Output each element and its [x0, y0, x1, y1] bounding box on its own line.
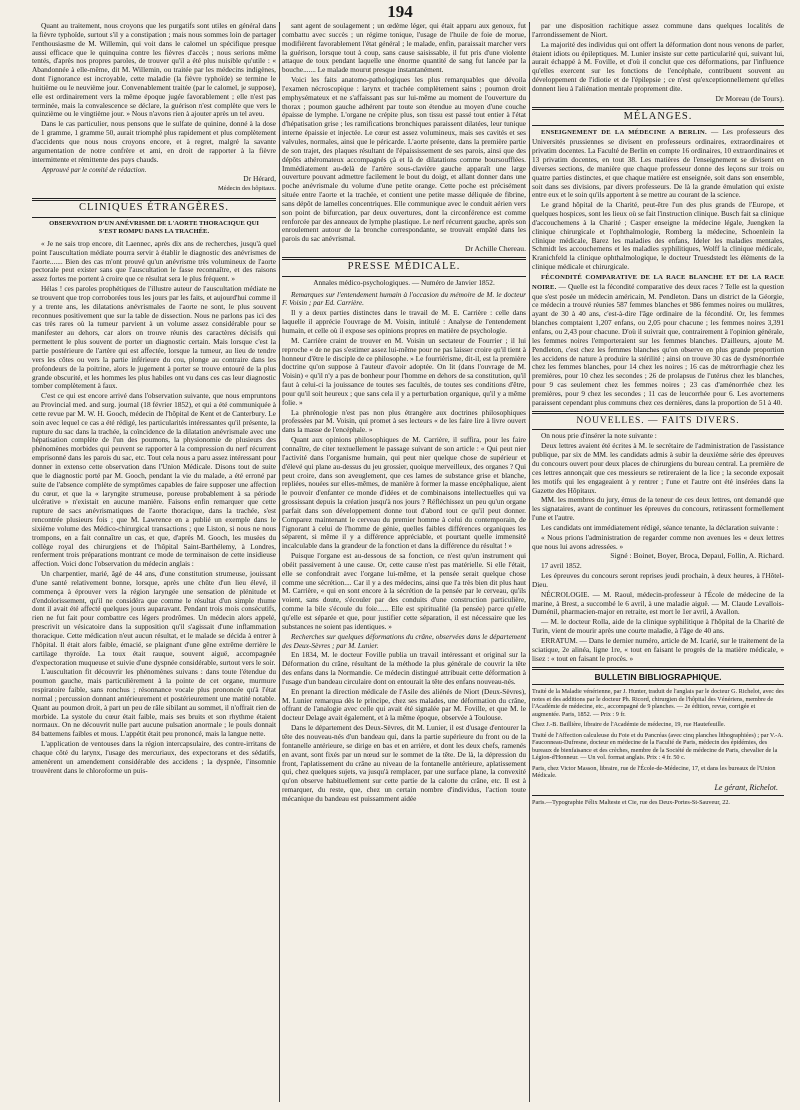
paragraph: Dans le département des Deux-Sèvres, dit M. Lunier, il est d'usage d'entourer la tête des nouveau-nés d'un bandeau qui, dans la partie supérieure du front ou de la fontanelle antérieure, se dirige en bas et en arrière, et dont les deux chefs, ramenés en avant, sont fixés par un nœud sur le sommet de la tête. De là, la dépression du front, l'aplatissement du crâne au niveau de la fontanelle antérieure, aplatissement qui, chez quelques sujets, va jusqu'à remplacer, par une surface plane, la convexité qu'on observe habituellement sur cette partie de la calotte du crâne, etc. Il est à remarquer, du reste, que, chez un certain nombre d'individus, l'action toute mécanique du bandeau est puissamment aidée: [282, 723, 526, 803]
paragraph: En prenant la direction médicale de l'Asile des aliénés de Niort (Deux-Sèvres), M. Lunier remarqua dès le principe, chez ses malades, une déformation du crâne, offrant de l'analogie avec celle qui avait été signalée par M. Foville, et que M. le docteur Delage avait également, et à la même époque, observée à Toulouse.: [282, 686, 526, 723]
item-lead: FÉCONDITÉ COMPARATIVE DE LA RACE BLANCHE ET DE LA RACE NOIRE.: [532, 273, 784, 291]
biblio-entry: Traité de l'Affection calculeuse du Foie et du Pancréas (avec cinq planches lithographiées) ; par V.-A. Fauconneau-Dufresne, docteur en médecine de la Faculté de Paris, médecin des épidémies, des bureaux de bienfaisance et des crèches, membre de la Société de médecine de Paris, chevalier de la Légion-d'Honneur. — Un vol. format anglais. Prix : 4 fr. 50 c.: [532, 731, 784, 762]
section-divider: [532, 411, 784, 414]
date-line: 17 avril 1852.: [541, 561, 582, 571]
section-title: NOUVELLES. — FAITS DIVERS.: [576, 415, 740, 426]
biblio-entry: Traité de la Maladie vénérienne, par J. Hunter, traduit de l'anglais par le docteur G. Richelot, avec des notes et des additions par le docteur Ph. Ricord, chirurgien de l'hôpital des Vénériens, membre de l'Académie de médecine, etc., accompagné de 9 planches. — 2e édition, revue, corrigée et augmentée. Paris, 1852. — Prix : 9 fr.: [532, 688, 784, 718]
divider: [532, 795, 784, 796]
paragraph: La phrénologie n'est pas non plus étrangère aux doctrines philosophiques professées par M. Voisin, qui promet à ses lecteurs « de les faire lire à livre ouvert dans la masse de l'encéphale. »: [282, 407, 526, 435]
section-title: CLINIQUES ÉTRANGÈRES.: [79, 202, 229, 214]
paragraph: L'auscultation fit découvrir les phénomènes suivans : dans toute l'étendue du poumon gauche, mais particulièrement à la pointe de cet organe, murmure respiratoire faible, sans ronchus ; résonnance vocale plus prononcée qu'à l'état normal ; percussion donnant antérieurement et postérieurement une matité notable. Quant au poumon droit, à part un peu de râle sibilant au sommet, il n'offrait rien de morbide. La systole du cœur était faible, mais ses bruits et son rhythme étaient normaux. On ne découvrit nulle part aucune pulsation anormale ; le pouls donnait 84 battemens faibles et mous. L'appétit était peu prononcé, mais la langue nette.: [32, 667, 276, 739]
paragraph: — M. le docteur Rolla, aide de la clinique syphilitique à l'hôpital de la Charité de Turin, vient de mourir après une courte maladie, à l'âge de 40 ans.: [532, 617, 784, 636]
signature-title: Médecin des hôpitaux.: [217, 185, 276, 193]
journal-line: Annales médico-psychologiques. — Numéro de Janvier 1852.: [313, 277, 495, 287]
column-2: [282, 22, 526, 1102]
section-title: PRESSE MÉDICALE.: [347, 260, 461, 272]
column-rule: [529, 22, 530, 1102]
paragraph: M. Carrière craint de trouver en M. Voisin un sectateur de Fourrier ; il lui reproche « de ne pas s'estimer assez lui-même pour ne pas laisser croire qu'il tient à honneur d'être le disciple de ce philosophe. » Le fourrièrisme, dit-il, est la première doctrine qu'on suppose à l'auteur d'avoir adoptée. On lit (dans l'ouvrage de M. Voisin) « qu'il n'y a pas de bonheur pour l'homme en dehors de sa constitution, qu'il faut à celui-ci la jouissance de toutes ses facultés, de toutes ses conditions d'être, pour qu'il soit heureux ; que sans cela il y a perturbation organique, qu'il y a même folie. »: [282, 335, 526, 407]
biblio-entry: Chez J.-B. Baillière, libraire de l'Académie de médecine, 19, rue Hautefeuille.: [532, 721, 726, 729]
paragraph: Deux lettres avaient été écrites à M. le secrétaire de l'administration de l'assistance publique, par six de MM. les candidats admis à subir la deuxième série des épreuves du concours ouvert pour deux places de chirurgiens du bureau central. La première de ces lettres annonçait que ces messieurs se retireraient de la lice ; la seconde exposait les motifs qui les engageaient à y rentrer ; l'une et l'autre ont été insérées dans la Gazette des Hôpitaux.: [532, 441, 784, 495]
section-title: MÉLANGES.: [623, 110, 693, 122]
paragraph: Quant aux opinions philosophiques de M. Carrière, il suffira, pour les faire connaître, de citer textuellement le passage suivant de son article : « Qui peut nier l'activité dans l'organisme humain, qui peut nier quelque chose de supérieur et d'élevé qui plane au-dessus du jeu grossier, quoique merveilleux, des organes ? Qui peut croire, dans son aveuglement, que ces lames de substance grise et blanche, repliées, nouées sur elles-mêmes, de manière à former la masse encéphalique, aient le pouvoir d'enfanter ce monde d'idées et de combinaisons intellectuelles qui va grossissant depuis la création jusqu'à nos jours ? Réfléchissez un peu qu'un organe parfait dans son développement donne tout d'abord tout ce qu'il peut donner. Comparez maintenant le cerveau du premier homme à celui du contemporain, de l'ignorant à celui de l'homme de génie, quelles faibles différences organiques les séparent, si même il y a différence appréciable, et pourtant quelle immensité incalculable dans la grandeur de la fonction et dans la différence du résultat ! »: [282, 435, 526, 551]
approval-note: Approuvé par le comité de rédaction.: [42, 165, 147, 174]
signature: Dr Hérard,: [243, 174, 276, 184]
paragraph: En 1834, M. le docteur Foville publia un travail intéressant et original sur la Déformation du crâne, résultant de la méthode la plus générale de couvrir la tête des enfans dans la Normandie. Ce médecin distingué attribuait cette déformation à l'usage d'un bandeau circulaire dont on entourait la tête des enfans nouveau-nés.: [282, 650, 526, 686]
paragraph: On nous prie d'insérer la note suivante :: [541, 431, 657, 441]
section-divider: [282, 257, 526, 260]
signature: Dr Moreau (de Tours).: [715, 93, 784, 103]
paragraph: C'est ce qui est encore arrivé dans l'observation suivante, que nous empruntons au Provincial med. and surg. journal (18 février 1852), et qui a été communiquée à cette revue par M. W. H. Gooch, médecin de l'hôpital de Kent et de Canterbury. Le soin avec lequel ce cas a été rédigé, les particularités intéressantes qu'il présente, la rupture du sac dans la trachée, la coïncidence de la dilatation anévrismale avec une hépatisation complète de l'un des poumons, la physionomie de plusieurs des phénomènes morbides qui peuvent se rapporter à la compression du nerf récurrent emprisonné dans les parois du sac, etc. Tout cela nous a paru assez intéressant pour donner in extenso cette observation dans l'Union Médicale. Disons tout de suite que le diagnostic porté par M. Gooch, pendant la vie du malade, a été erroné par suite de l'absence complète de symptômes capables de faire supposer une affection du cœur, et que la « laryngite strumeuse, poreuse probablement à sa période ulcérative » n'existait en aucune manière. Faisons enfin remarquer que cette rupture de sacs anévrismatiques de l'aorte thoracique, dans la trachée, s'est rencontrée plusieurs fois ; que M. Lawrence en a publié un exemple dans le sixième volume des Médico-chirurgical transactions ; que Liston, si nous ne nous trompons, en a fait connaître un cas, et que, d'après M. Gooch, les musées du collège royal des chirurgiens et de l'hôpital Saint-Barthélemy, à Londres, renferment trois préparations montrant ce mode de terminaison de cette insidieuse affection. Voici donc l'observation du médecin anglais :: [32, 391, 276, 569]
paragraph: Voici les faits anatomo-pathologiques les plus remarquables que dévoila l'examen nécroscopique : larynx et trachée complètement sains ; poumon droit emphysémateux et ne s'affaissant pas sur lui-même au moment de l'ouverture du thorax ; poumon gauche adhérent par toute son étendue au moyen d'une couche épaisse de lymphe. L'organe ne crépite plus, son tissu est passé tout entier à l'état d'hépatisation grise ; les ramifications bronchiques paraissent dilatées, leur tunique interne épaissie et injectée. Le cœur est assez volumineux, mais ses cavités et ses valvules, normales, ainsi que le péricarde. L'aorte présente, dans la première partie de son trajet, des plaques résultant de l'épaississement de ses parois, ainsi que des dépôts athéromateux accompagnés çà et là de dilatations comme boursoufflées. Immédiatement au-delà de l'artère sous-clavière gauche apparaît une large ouverture pouvant admettre facilement le bout du doigt, et allant donner dans une poche anévrismale du volume d'une petite orange. Cette poche est précisément située entre l'aorte et la trachée, et contient une petite masse déliquée de fibrine, sans dépôt de lamelles concentriques. Elle communique avec le conduit aérien vers son point de bifurcation, par deux ouvertures, dont la circonférence est comme renforcée par des anneaux de lymphe plastique. Le nerf récurrent gauche, après son enroulement autour de la bronche correspondante, se trouvait empâté dans les parois du sac anévrismal.: [282, 75, 526, 244]
mel-item: [532, 273, 784, 408]
paragraph: Les épreuves du concours seront reprises jeudi prochain, à deux heures, à l'Hôtel-Dieu.: [532, 571, 784, 589]
paragraph: « Nous prions l'administration de regarder comme non avenues les « deux lettres que nous lui avons adressées. »: [532, 532, 784, 551]
page-number: 194: [387, 2, 413, 21]
section-divider: [32, 198, 276, 201]
paragraph: La majorité des individus qui ont offert la déformation dont nous venons de parler, étaient idiots ou épileptiques. M. Lunier insiste sur cette particularité qui, suivant lui, aurait échappé à M. Foville, et d'où il conclut que ces déformations, par l'influence qu'elles exercent sur les fonctions de l'encéphale, contribuent souvent au développement de l'idiotie et de l'épilepsie ; ce n'est qu'exceptionnellement qu'elles donnent lieu à l'aliénation mentale proprement dite.: [532, 39, 784, 93]
paragraph: MM. les membres du jury, émus de la teneur de ces deux lettres, ont demandé que les signataires, avant de continuer les épreuves du concours, retirassent formellement l'une et l'autre.: [532, 495, 784, 523]
item-text: Le grand hôpital de la Charité, peut-être l'un des plus grands de l'Europe, et quelques hospices, sont les lieux où se fait l'instruction clinique. Busch fait sa clinique d'accouchemens à la Charité ; Casper enseigne la médecine légale, Juengken la clinique chirurgicale et l'ophthalmologie, Romberg la médecine, Schoenlein la clinique médicale, Barez les maladies des enfans, Ideler les maladies mentales, Schmidt les accouchemens et les maladies syphilitiques, Wolff la clinique médicale, Kranichfeld la clinique ophthalmologique, le docteur Truesdstedt les éléments de la clinique médicale et chirurgicale.: [532, 200, 784, 272]
item-text: — Quelle est la fécondité comparative des deux races ? Telle est la question que s'est posée un médecin américain, M. Pendleton. Dans un district de la Géorgie, ce médecin a trouvé réunies 587 femmes blanches et 986 femmes noires ou mulâtres, ayant de 30 à 40 ans, c'est-à-dire l'âge ordinaire de la fécondité. Or, les femmes blanches comptaient 1,207 enfans, ou 2,05 pour chacune ; les femmes noires 3,391 enfans, ou 2,43 pour chacune. D'où il suivrait que, contrairement à l'opinion générale, les femmes noires l'emporteraient sur les femmes blanches. D'ailleurs, ajoute M. Pendleton, c'est chez les femmes blanches qu'on observe en plus grande proportion les accidens de nature à produire la stérilité ; ainsi on trouve 30 cas de dysménorrhée chez les femmes blanches, pour 14 chez les noires ; 16 cas de métrorrhagie chez les premières, pour 10 chez les secondes ; 26 de prolapsus de l'utérus chez les blanches, pour 9 cas seulement chez les femmes noires ; 23 cas d'aménorrhée chez les premières, pour 9 chez les secondes ; 11 cas de leucorrhée pour 6. Les avortemens paraissent cependant plus communs chez ces dernières, dans la proportion de 51 à 40.: [532, 281, 784, 407]
item-text: — Les professeurs des Universités prussiennes se divisent en professeurs ordinaires, extraordinaires et privatim docentes. La Faculté de Berlin en compte 16 ordinaires, 10 extraordinaires et 13 privatim docentes, en tout 38. Les matières de l'enseignement se divisent en diverses sections, de manière que chaque professeur donne des leçons sur trois ou quatre parties distinctes, et que chaque matière est enseignée, soit dans son ensemble, soit dans ses divisions, par divers professeurs. De là la grande émulation qui existe entre eux et le soin qu'ils apportent à se mettre au courant de la science.: [532, 127, 784, 200]
paragraph: Les candidats ont immédiatement rédigé, séance tenante, la déclaration suivante :: [541, 522, 779, 532]
signature: Signé : Boinet, Boyer, Broca, Depaul, Follin, A. Richard.: [610, 551, 784, 561]
signature: Dr Achille Chereau.: [465, 244, 526, 254]
divider: [532, 684, 784, 685]
divider: [282, 276, 526, 277]
mel-item: [532, 128, 784, 200]
divider: [532, 125, 784, 126]
paragraph: Hélas ! ces paroles prophétiques de l'illustre auteur de l'auscultation médiate ne se trouvent que trop corroborées tous les jours par les faits, et aujourd'hui comme il y a trente ans, les dilatations anévrismales de l'aorte ne sont, le plus souvent reconnues positivement que sur la table de dissection. Nous ne parlons pas ici des cas très rares où la tumeur parvient à un volume assez considérable pour se manifester au dehors, car alors on trouve réunis des caractères décisifs qui permettent le plus souvent de porter un diagnostic certain. Mais lorsque c'est la partie postérieure de l'artère qui est affectée, lorsque la tumeur, au lieu de tendre vers les côtes ou vers la partie inférieure du cou, plonge au contraire dans les profondeurs de la poitrine, alors le jugement à porter se trouve entouré de la plus grande obscurité, et les hommes les plus habiles ont vu dans ces cas leur diagnostic tomber complètement à faux.: [32, 284, 276, 391]
divider: [32, 217, 276, 218]
item-lead: ENSEIGNEMENT DE LA MÉDECINE A BERLIN.: [541, 129, 707, 137]
paragraph: « Je ne sais trop encore, dit Laennec, après dix ans de recherches, jusqu'à quel point l'auscultation médiate pourra servir à établir le diagnostic des anévrismes de l'aorte....... Bien des cas m'ont prouvé qu'un anévrisme très volumineux de l'aorte pectorale peut exister sans que l'auscultation le fasse reconnaître, et des raisons assez fortes me portent à croire que ce résultat sera le plus fréquent. »: [32, 238, 276, 284]
paragraph: NÉCROLOGIE. — M. Raoul, médecin-professeur à l'École de médecine de la marine, à Brest, a succombé le 6 avril, à une maladie aiguë. — M. Claude Levallois-Duménil, pharmacien-major en retraite, est mort le 1er avril, à Avallon.: [532, 589, 784, 617]
paragraph: sant agent de soulagement ; un œdème léger, qui était apparu aux genoux, fut combattu avec succès ; un régime tonique, l'usage de l'huile de foie de morue, modifièrent favorablement l'état général ; le malade, enfin, paraissait marcher vers la guérison, lorsque tout à coup, sans cause saisissable, il fut pris d'une violente attaque de toux pendant laquelle une énorme quantité de sang fut lancée par la bouche....... Le malade mourut presque instantanément.: [282, 22, 526, 75]
paragraph: Dans le cas particulier, nous pensons que le sulfate de quinine, donné à la dose de 1 gramme, 1 gramme 50, aurait triomphé plus rapidement et plus complètement d'accidents que nous nous croyons encore, et à regret, malgré la savante argumentation de notre confrère et ami, en droit de rapporter à la fièvre intermittente et rémittente des pays chauds.: [32, 119, 276, 164]
paragraph: Recherches sur quelques déformations du crâne, observées dans le département des Deux-Sèvres ; par M. Lunier.: [282, 631, 526, 650]
biblio-entry: Paris, chez Victor Masson, libraire, rue de l'École-de-Médecine, 17, et dans les bureaux de l'Union Médicale.: [532, 764, 776, 780]
column-1: [32, 22, 276, 1102]
paragraph: ERRATUM. — Dans le dernier numéro, article de M. Icarié, sur le traitement de la sciatique, 2e alinéa, ligne 1re, « tout en faisant le progrès de la matière médicale, » lisez : « tout en faisant le procès. »: [532, 636, 784, 663]
column-rule: [279, 22, 280, 1102]
column-3: [532, 22, 784, 1102]
paragraph: Quant au traitement, nous croyons que les purgatifs sont utiles en général dans la fièvre typhoïde, surtout s'il y a constipation ; mais nous sommes loin de partager l'enthousiasme de M. Willemin, qui voit dans le calomel un spécifique presque aussi efficace que le quinquina contre les fièvres d'accès ; nous serions même tentés, d'après nos propres paroles, de trouver qu'il a été plus nuisible qu'utile : « Abandonnée à elle-même, dit M. Willemin, ou traitée par les médecins indigènes, dont l'ignorance est incroyable, cette maladie (la fièvre typhoïde) se termine le huitième ou le neuvième jour. Convenablement traitée (par le calomel, je suppose), elle est ordinairement vers la même époque jugée favorablement ; elle n'est pas terminée, mais la convalescence se déclare, la guérison n'est complète que vers le quinzième ou le vingtième jour. » Nous n'avons rien à ajouter après un tel aveu.: [32, 22, 276, 119]
mel-item: [532, 201, 784, 272]
imprint: Paris.—Typographie Félix Malteste et Cie, rue des Deux-Portes-St-Sauveur, 22.: [532, 798, 730, 806]
section-title: BULLETIN BIBLIOGRAPHIQUE.: [594, 671, 722, 682]
paragraph: Remarques sur l'entendement humain à l'occasion du mémoire de M. le docteur F. Voisin ; par Ed. Carrière.: [282, 289, 526, 308]
section-divider: [532, 667, 784, 670]
paragraph: L'application de ventouses dans la région intercapsulaire, des contre-irritans de chaque côté du larynx, l'usage des mercuriaux, des expectorans et des sédatifs, amenèrent un amendement considérable des accidens ; la dyspnée, l'insomnie trouvèrent dans le chloroforme un puis-: [32, 739, 276, 775]
paragraph: Un charpentier, marié, âgé de 44 ans, d'une constitution strumeuse, jouissant d'une santé relativement bonne, lorsque, après une chûte d'un lieu élevé, il commença à éprouver vers la région laryngée une sensation de plénitude et d'endolorissement, qu'il ne considéra que comme le résultat d'un simple rhume dont il avait été affecté quelques jours auparavant. Pendant trois mois consécutifs, rien ne fut fait pour combattre ces légers prodrômes. Un médecin alors appelé, prescrivit un vésicatoire dans la supposition qu'il s'agissait d'une inflammation thoracique. Cette médication n'eut aucun résultat, et le malade se décida à entrer à l'hôpital. Il était alors faible, émacié, se plaignant d'une gêne extrême derrière le cartilage thyroïde. La toux était rauque, souvent aiguë, accompagnée d'expectoration muqueuse et suivie d'une dyspnée considérable, surtout vers le soir.: [32, 569, 276, 667]
section-divider: [532, 107, 784, 110]
article-title: OBSERVATION D'UN ANÉVRISME DE L'AORTE THORACIQUE QUI S'EST ROMPU DANS LA TRACHÉE.: [49, 219, 259, 235]
paragraph: par une disposition rachitique assez commune dans quelques localités de l'arrondissement de Niort.: [532, 22, 784, 39]
paragraph: Puisque l'organe est au-dessous de sa fonction, ce n'est qu'un instrument qui obéit passivement à une cause. Or, cette cause n'est pas matérielle. Si elle l'était, elle se confondrait avec l'organe lui-même, et la pensée serait quelque chose comme une sécrétion.... Car il y a des médecins, ainsi que l'a très bien dit plus haut M. Carrière, « qui en sont encore à la sécrétion de la pensée par le cerveau, qu'ils voient, sans doute, s'écouler par des conduits d'une construction particulière, comme la bile s'écoule du foie...... Elle est spiritualité (la pensée) parce qu'elle qu'elle est séparée et que, pour justifier cette séparation, il est nécessaire que les substances ne soient pas identiques. »: [282, 551, 526, 631]
divider: [532, 429, 784, 430]
gerant-signature: Le gérant, Richelot.: [714, 782, 778, 792]
paragraph: Il y a deux parties distinctes dans le travail de M. E. Carrière : celle dans laquelle il apprécie l'ouvrage de M. Voisin, intitulé : Analyse de l'entendement humain, et celle où il expose ses opinions propres en matière de psychologie.: [282, 308, 526, 335]
